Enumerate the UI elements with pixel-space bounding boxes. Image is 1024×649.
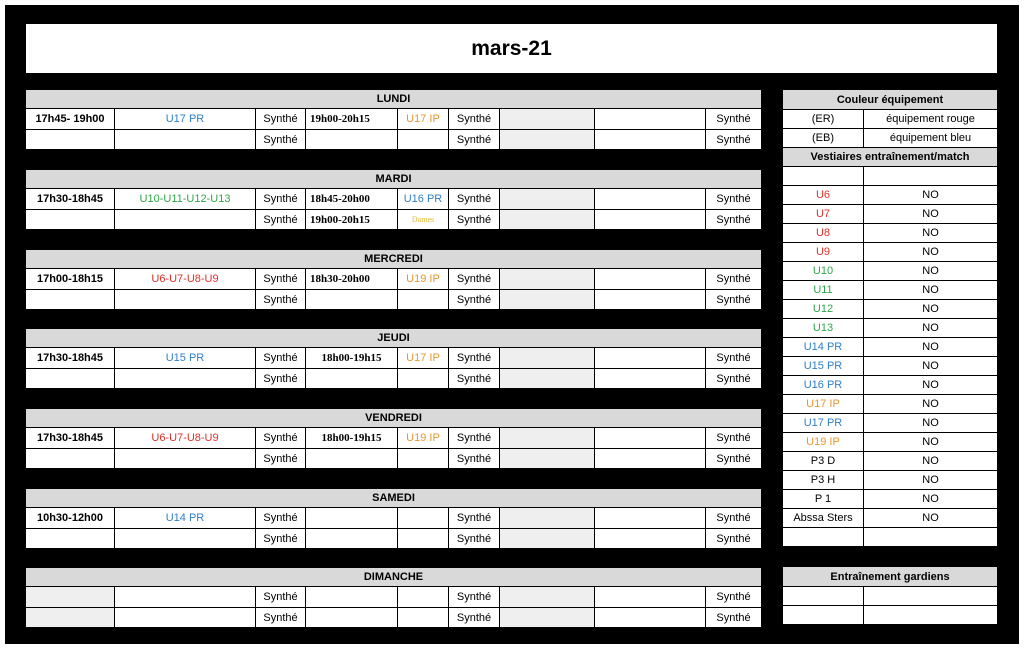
slot-time2-cell[interactable]: 19h00-20h15 bbox=[306, 109, 398, 129]
slot-field3-cell[interactable]: Synthé bbox=[706, 508, 761, 528]
slot-time-cell[interactable]: 17h30-18h45 bbox=[26, 348, 115, 368]
slot-team2-cell[interactable]: U19 IP bbox=[398, 269, 449, 289]
slot-field-cell[interactable]: Synthé bbox=[256, 109, 306, 129]
vestiaire-row bbox=[783, 242, 997, 261]
slot-team-cell[interactable]: U6-U7-U8-U9 bbox=[115, 269, 256, 289]
slot-time2-cell[interactable] bbox=[306, 449, 398, 468]
slot-team-cell[interactable]: U17 PR bbox=[115, 109, 256, 129]
slot-team-cell[interactable] bbox=[115, 608, 256, 627]
schedule-row bbox=[26, 348, 761, 368]
schedule-row bbox=[26, 368, 761, 388]
slot-time-cell[interactable]: 17h30-18h45 bbox=[26, 428, 115, 448]
slot-field3-cell[interactable]: Synthé bbox=[706, 449, 761, 468]
slot-team-cell[interactable]: U10-U11-U12-U13 bbox=[115, 189, 256, 209]
day-block-samedi bbox=[26, 489, 761, 548]
vestiaire-row bbox=[783, 299, 997, 318]
slot-field-cell[interactable]: Synthé bbox=[256, 210, 306, 229]
slot-team2-cell[interactable] bbox=[398, 290, 449, 309]
slot-time2-cell[interactable] bbox=[306, 290, 398, 309]
slot-time-cell[interactable] bbox=[26, 130, 115, 149]
slot-field-cell[interactable]: Synthé bbox=[256, 508, 306, 528]
gardiens-cell[interactable] bbox=[783, 587, 864, 605]
slot-field-cell[interactable]: Synthé bbox=[256, 587, 306, 607]
slot-field2-cell[interactable]: Synthé bbox=[449, 348, 500, 368]
vestiaire-row bbox=[783, 508, 997, 527]
day-header: LUNDI bbox=[26, 90, 761, 109]
slot-team-cell[interactable] bbox=[115, 529, 256, 548]
slot-field3-cell[interactable]: Synthé bbox=[706, 109, 761, 129]
vestiaire-row bbox=[783, 204, 997, 223]
vestiaire-value[interactable]: NO bbox=[864, 471, 997, 489]
slot-team-cell[interactable]: U14 PR bbox=[115, 508, 256, 528]
empty-cell[interactable] bbox=[595, 130, 706, 149]
slot-time-cell[interactable] bbox=[26, 290, 115, 309]
slot-field-cell[interactable]: Synthé bbox=[256, 269, 306, 289]
equipment-header: Couleur équipement bbox=[783, 90, 997, 109]
empty-cell[interactable] bbox=[500, 449, 595, 468]
slot-field3-cell[interactable]: Synthé bbox=[706, 428, 761, 448]
slot-time2-cell[interactable] bbox=[306, 587, 398, 607]
empty-cell[interactable] bbox=[595, 189, 706, 209]
empty-cell[interactable] bbox=[500, 529, 595, 548]
gardiens-cell[interactable] bbox=[864, 587, 997, 605]
vestiaire-value[interactable]: NO bbox=[864, 433, 997, 451]
empty-cell[interactable] bbox=[500, 290, 595, 309]
empty-cell[interactable] bbox=[595, 269, 706, 289]
vestiaire-team[interactable]: U11 bbox=[783, 281, 864, 299]
empty-cell[interactable] bbox=[500, 189, 595, 209]
empty-cell[interactable] bbox=[500, 508, 595, 528]
vestiaire-value[interactable]: NO bbox=[864, 376, 997, 394]
slot-field-cell[interactable]: Synthé bbox=[256, 428, 306, 448]
slot-time2-cell[interactable]: 18h00-19h15 bbox=[306, 428, 398, 448]
slot-team-cell[interactable] bbox=[115, 369, 256, 388]
gardiens-row bbox=[783, 605, 997, 624]
slot-field2-cell[interactable]: Synthé bbox=[449, 369, 500, 388]
empty-cell[interactable] bbox=[595, 508, 706, 528]
slot-field2-cell[interactable]: Synthé bbox=[449, 428, 500, 448]
vestiaire-row bbox=[783, 280, 997, 299]
slot-team2-cell[interactable] bbox=[398, 608, 449, 627]
vestiaire-team[interactable]: U7 bbox=[783, 205, 864, 223]
slot-time-cell[interactable] bbox=[26, 529, 115, 548]
empty-cell[interactable] bbox=[500, 608, 595, 627]
schedule-row bbox=[26, 587, 761, 607]
gardiens-cell[interactable] bbox=[783, 606, 864, 624]
slot-field-cell[interactable]: Synthé bbox=[256, 348, 306, 368]
gardiens-row bbox=[783, 586, 997, 605]
vestiaire-row bbox=[783, 432, 997, 451]
vestiaire-team[interactable]: U16 PR bbox=[783, 376, 864, 394]
gardiens-header: Entraînement gardiens bbox=[783, 567, 997, 586]
slot-field3-cell[interactable]: Synthé bbox=[706, 130, 761, 149]
slot-team2-cell[interactable] bbox=[398, 529, 449, 548]
day-block-vendredi bbox=[26, 409, 761, 468]
slot-team2-cell[interactable] bbox=[398, 449, 449, 468]
equipment-label: équipement bleu bbox=[864, 129, 997, 147]
vestiaire-value[interactable]: NO bbox=[864, 319, 997, 337]
schedule-row bbox=[26, 528, 761, 548]
day-header: JEUDI bbox=[26, 329, 761, 348]
empty-cell[interactable] bbox=[500, 348, 595, 368]
vestiaire-value[interactable]: NO bbox=[864, 186, 997, 204]
vestiaire-team[interactable] bbox=[783, 167, 864, 185]
equipment-label: équipement rouge bbox=[864, 110, 997, 128]
schedule-row bbox=[26, 508, 761, 528]
slot-field3-cell[interactable]: Synthé bbox=[706, 290, 761, 309]
vestiaire-value[interactable]: NO bbox=[864, 395, 997, 413]
slot-field2-cell[interactable]: Synthé bbox=[449, 210, 500, 229]
vestiaires-header: Vestiaires entraînement/match bbox=[783, 148, 997, 166]
vestiaire-value[interactable]: NO bbox=[864, 262, 997, 280]
vestiaire-team[interactable]: U10 bbox=[783, 262, 864, 280]
empty-cell[interactable] bbox=[595, 608, 706, 627]
vestiaire-row bbox=[783, 375, 997, 394]
slot-time2-cell[interactable] bbox=[306, 130, 398, 149]
slot-field2-cell[interactable]: Synthé bbox=[449, 449, 500, 468]
slot-field3-cell[interactable]: Synthé bbox=[706, 608, 761, 627]
slot-field2-cell[interactable]: Synthé bbox=[449, 189, 500, 209]
slot-field2-cell[interactable]: Synthé bbox=[449, 508, 500, 528]
vestiaire-row bbox=[783, 261, 997, 280]
slot-field-cell[interactable]: Synthé bbox=[256, 449, 306, 468]
vestiaire-team[interactable]: U8 bbox=[783, 224, 864, 242]
slot-field3-cell[interactable]: Synthé bbox=[706, 210, 761, 229]
vestiaire-row bbox=[783, 527, 997, 546]
vestiaire-team[interactable]: U15 PR bbox=[783, 357, 864, 375]
slot-team2-cell[interactable]: U19 IP bbox=[398, 428, 449, 448]
vestiaire-value[interactable]: NO bbox=[864, 414, 997, 432]
slot-team-cell[interactable] bbox=[115, 587, 256, 607]
vestiaire-value[interactable]: NO bbox=[864, 300, 997, 318]
vestiaire-value[interactable]: NO bbox=[864, 357, 997, 375]
slot-field3-cell[interactable]: Synthé bbox=[706, 348, 761, 368]
vestiaire-row bbox=[783, 337, 997, 356]
slot-field3-cell[interactable]: Synthé bbox=[706, 269, 761, 289]
slot-field3-cell[interactable]: Synthé bbox=[706, 189, 761, 209]
vestiaire-team[interactable] bbox=[783, 528, 864, 546]
gardiens-cell[interactable] bbox=[864, 606, 997, 624]
vestiaire-team[interactable]: P 1 bbox=[783, 490, 864, 508]
slot-time2-cell[interactable]: 18h45-20h00 bbox=[306, 189, 398, 209]
equipment-row bbox=[783, 128, 997, 147]
slot-field-cell[interactable]: Synthé bbox=[256, 529, 306, 548]
slot-time-cell[interactable] bbox=[26, 587, 115, 607]
slot-team-cell[interactable]: U6-U7-U8-U9 bbox=[115, 428, 256, 448]
empty-cell[interactable] bbox=[595, 529, 706, 548]
slot-time-cell[interactable] bbox=[26, 608, 115, 627]
vestiaire-value[interactable]: NO bbox=[864, 281, 997, 299]
slot-time-cell[interactable]: 17h45- 19h00 bbox=[26, 109, 115, 129]
vestiaire-team[interactable]: P3 H bbox=[783, 471, 864, 489]
day-block-jeudi bbox=[26, 329, 761, 388]
vestiaire-value[interactable] bbox=[864, 528, 997, 546]
equipment-color-table bbox=[783, 90, 997, 546]
day-block-dimanche bbox=[26, 568, 761, 627]
slot-field-cell[interactable]: Synthé bbox=[256, 189, 306, 209]
slot-time2-cell[interactable] bbox=[306, 508, 398, 528]
slot-time-cell[interactable]: 17h00-18h15 bbox=[26, 269, 115, 289]
slot-field2-cell[interactable]: Synthé bbox=[449, 608, 500, 627]
vestiaire-value[interactable]: NO bbox=[864, 243, 997, 261]
slot-field2-cell[interactable]: Synthé bbox=[449, 130, 500, 149]
empty-cell[interactable] bbox=[595, 290, 706, 309]
vestiaire-row bbox=[783, 318, 997, 337]
day-header: DIMANCHE bbox=[26, 568, 761, 587]
slot-time2-cell[interactable] bbox=[306, 529, 398, 548]
schedule-row bbox=[26, 289, 761, 309]
day-block-mercredi bbox=[26, 250, 761, 309]
vestiaires-header-row bbox=[783, 147, 997, 166]
slot-field3-cell[interactable]: Synthé bbox=[706, 369, 761, 388]
schedule-row bbox=[26, 607, 761, 627]
slot-team-cell[interactable] bbox=[115, 210, 256, 229]
vestiaire-row bbox=[783, 451, 997, 470]
vestiaire-team[interactable]: U12 bbox=[783, 300, 864, 318]
vestiaire-row bbox=[783, 223, 997, 242]
vestiaire-row bbox=[783, 413, 997, 432]
slot-field-cell[interactable]: Synthé bbox=[256, 290, 306, 309]
schedule-row bbox=[26, 448, 761, 468]
vestiaire-team[interactable]: U13 bbox=[783, 319, 864, 337]
slot-team2-cell[interactable] bbox=[398, 508, 449, 528]
slot-team-cell[interactable] bbox=[115, 130, 256, 149]
day-header: MERCREDI bbox=[26, 250, 761, 269]
slot-time-cell[interactable] bbox=[26, 369, 115, 388]
vestiaire-team[interactable]: P3 D bbox=[783, 452, 864, 470]
slot-team2-cell[interactable]: Dames bbox=[398, 210, 449, 229]
slot-time2-cell[interactable] bbox=[306, 369, 398, 388]
vestiaire-row bbox=[783, 356, 997, 375]
vestiaire-team[interactable]: U17 PR bbox=[783, 414, 864, 432]
empty-cell[interactable] bbox=[500, 587, 595, 607]
slot-time2-cell[interactable] bbox=[306, 608, 398, 627]
slot-field2-cell[interactable]: Synthé bbox=[449, 269, 500, 289]
vestiaire-team[interactable]: U19 IP bbox=[783, 433, 864, 451]
vestiaire-row bbox=[783, 470, 997, 489]
page-title: mars-21 bbox=[26, 24, 997, 73]
slot-team-cell[interactable] bbox=[115, 449, 256, 468]
day-block-mardi bbox=[26, 170, 761, 229]
slot-time2-cell[interactable]: 19h00-20h15 bbox=[306, 210, 398, 229]
slot-time-cell[interactable]: 10h30-12h00 bbox=[26, 508, 115, 528]
vestiaire-value[interactable]: NO bbox=[864, 509, 997, 527]
vestiaire-team[interactable]: Abssa Sters bbox=[783, 509, 864, 527]
vestiaire-row bbox=[783, 489, 997, 508]
slot-time2-cell[interactable]: 18h00-19h15 bbox=[306, 348, 398, 368]
slot-field3-cell[interactable]: Synthé bbox=[706, 529, 761, 548]
empty-cell[interactable] bbox=[500, 130, 595, 149]
vestiaire-team[interactable]: U17 IP bbox=[783, 395, 864, 413]
gardiens-table bbox=[783, 567, 997, 624]
slot-team2-cell[interactable] bbox=[398, 369, 449, 388]
schedule-row bbox=[26, 109, 761, 129]
day-header: VENDREDI bbox=[26, 409, 761, 428]
slot-field2-cell[interactable]: Synthé bbox=[449, 587, 500, 607]
slot-team2-cell[interactable]: U17 IP bbox=[398, 348, 449, 368]
empty-cell[interactable] bbox=[595, 449, 706, 468]
vestiaire-value[interactable] bbox=[864, 167, 997, 185]
vestiaire-team[interactable]: U14 PR bbox=[783, 338, 864, 356]
slot-field2-cell[interactable]: Synthé bbox=[449, 290, 500, 309]
schedule-row bbox=[26, 129, 761, 149]
slot-team-cell[interactable] bbox=[115, 290, 256, 309]
empty-cell[interactable] bbox=[500, 269, 595, 289]
empty-cell[interactable] bbox=[500, 369, 595, 388]
vestiaire-value[interactable]: NO bbox=[864, 452, 997, 470]
slot-team2-cell[interactable]: U17 IP bbox=[398, 109, 449, 129]
vestiaire-value[interactable]: NO bbox=[864, 224, 997, 242]
day-block-lundi bbox=[26, 90, 761, 149]
slot-team2-cell[interactable] bbox=[398, 587, 449, 607]
vestiaire-team[interactable]: U9 bbox=[783, 243, 864, 261]
empty-cell[interactable] bbox=[595, 369, 706, 388]
slot-time-cell[interactable] bbox=[26, 449, 115, 468]
slot-team2-cell[interactable]: U16 PR bbox=[398, 189, 449, 209]
slot-time-cell[interactable]: 17h30-18h45 bbox=[26, 189, 115, 209]
slot-team2-cell[interactable] bbox=[398, 130, 449, 149]
vestiaire-team[interactable]: U6 bbox=[783, 186, 864, 204]
empty-cell[interactable] bbox=[595, 348, 706, 368]
vestiaire-row bbox=[783, 185, 997, 204]
vestiaire-row bbox=[783, 166, 997, 185]
schedule-row bbox=[26, 428, 761, 448]
empty-cell[interactable] bbox=[595, 587, 706, 607]
slot-field-cell[interactable]: Synthé bbox=[256, 369, 306, 388]
slot-time2-cell[interactable]: 18h30-20h00 bbox=[306, 269, 398, 289]
schedule-row bbox=[26, 269, 761, 289]
slot-team-cell[interactable]: U15 PR bbox=[115, 348, 256, 368]
vestiaire-value[interactable]: NO bbox=[864, 338, 997, 356]
vestiaire-value[interactable]: NO bbox=[864, 205, 997, 223]
equipment-code: (ER) bbox=[783, 110, 864, 128]
slot-field2-cell[interactable]: Synthé bbox=[449, 109, 500, 129]
schedule-row bbox=[26, 189, 761, 209]
slot-field-cell[interactable]: Synthé bbox=[256, 130, 306, 149]
equipment-row bbox=[783, 109, 997, 128]
day-header: MARDI bbox=[26, 170, 761, 189]
slot-field2-cell[interactable]: Synthé bbox=[449, 529, 500, 548]
empty-cell[interactable] bbox=[500, 210, 595, 229]
slot-field-cell[interactable]: Synthé bbox=[256, 608, 306, 627]
equipment-code: (EB) bbox=[783, 129, 864, 147]
vestiaire-value[interactable]: NO bbox=[864, 490, 997, 508]
slot-field3-cell[interactable]: Synthé bbox=[706, 587, 761, 607]
empty-cell[interactable] bbox=[500, 109, 595, 129]
vestiaire-row bbox=[783, 394, 997, 413]
day-header: SAMEDI bbox=[26, 489, 761, 508]
empty-cell[interactable] bbox=[595, 428, 706, 448]
empty-cell[interactable] bbox=[595, 210, 706, 229]
schedule-row bbox=[26, 209, 761, 229]
slot-time-cell[interactable] bbox=[26, 210, 115, 229]
empty-cell[interactable] bbox=[500, 428, 595, 448]
empty-cell[interactable] bbox=[595, 109, 706, 129]
